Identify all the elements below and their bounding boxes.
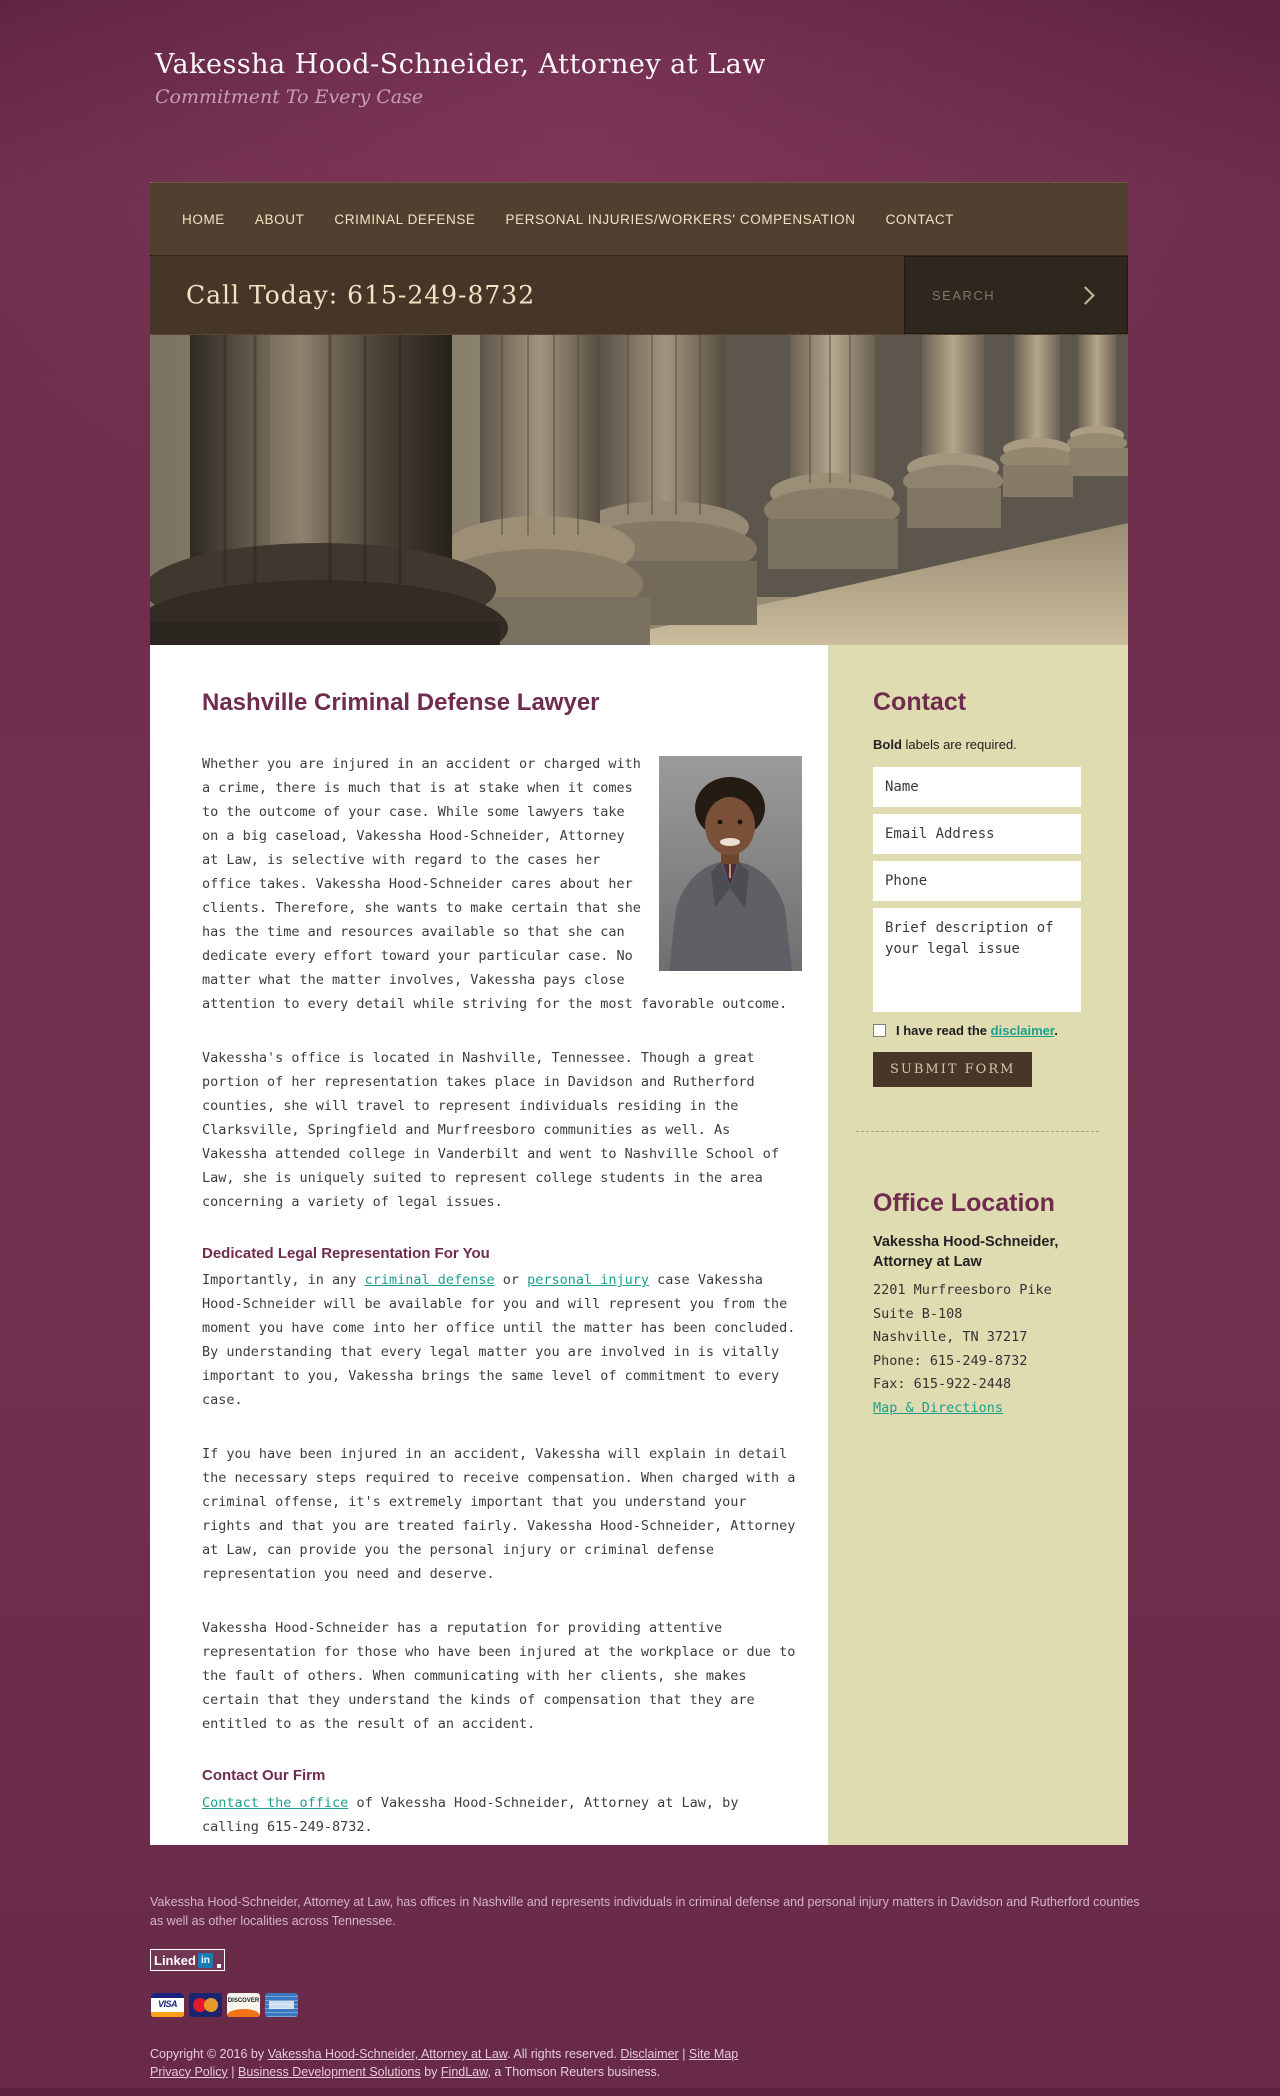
nav-item-personal-injuries[interactable]: PERSONAL INJURIES/WORKERS' COMPENSATION: [505, 211, 856, 227]
page-bottom-edge: [0, 2088, 1280, 2096]
site-header: [155, 48, 766, 109]
page-title: Nashville Criminal Defense Lawyer: [202, 689, 600, 716]
attorney-portrait-illustration: [659, 756, 802, 971]
office-address: [873, 1279, 1081, 1397]
contact-paragraph: Contact the office of Vakessha Hood-Schneider, Attorney at Law, by calling 615-249-8732.: [202, 1794, 739, 1835]
discover-card-icon: DISCOVER: [227, 1993, 260, 2017]
nav-item-about[interactable]: ABOUT: [254, 211, 305, 227]
disclaimer-checkbox[interactable]: [873, 1024, 886, 1037]
linkedin-icon[interactable]: Linked in: [150, 1949, 225, 1971]
name-field[interactable]: [873, 767, 1081, 807]
personal-injury-link[interactable]: personal injury: [527, 1272, 650, 1289]
findlaw-link[interactable]: FindLaw: [440, 2064, 488, 2079]
privacy-policy-link[interactable]: Privacy Policy: [150, 2064, 228, 2079]
call-bar: [150, 255, 1128, 335]
mastercard-card-icon: [189, 1993, 222, 2017]
hero-image-columns: [150, 335, 1128, 645]
copyright: Copyright © 2016 by Vakessha Hood-Schneider, Attorney at Law. All rights reserved. Disclaimer | Site Map Privacy Policy | Business Development Solutions by FindLaw, a Thomson Reuters business.: [150, 2047, 739, 2079]
call-today-text: Call Today: 615-249-8732: [186, 280, 536, 310]
nav-item-contact[interactable]: CONTACT: [885, 211, 955, 227]
contact-heading: Contact: [873, 688, 967, 716]
sidebar: [828, 645, 1128, 1845]
search-input[interactable]: [904, 287, 1079, 304]
office-location-heading: Office Location: [873, 1189, 1055, 1217]
disclaimer-checkbox-row: [873, 1023, 1081, 1039]
firm-name-link[interactable]: Vakessha Hood-Schneider, Attorney at Law: [267, 2047, 508, 2061]
sidebar-divider: [856, 1131, 1099, 1132]
phone-field[interactable]: [873, 861, 1081, 901]
subheading-contact-firm: Contact Our Firm: [202, 1767, 326, 1785]
amex-card-icon: [265, 1993, 298, 2017]
search-submit-chevron-icon[interactable]: [1076, 286, 1094, 304]
office-name: Vakessha Hood-Schneider, Attorney at Law: [873, 1234, 1059, 1270]
contact-office-link[interactable]: Contact the office: [202, 1794, 349, 1811]
disclaimer-label: I have read the disclaimer.: [896, 1023, 1058, 1038]
content-area: [150, 645, 1128, 1845]
legal-issue-field[interactable]: [873, 908, 1081, 1012]
payment-cards: [151, 1993, 298, 2017]
linkedin-dot: [217, 1964, 221, 1968]
subheading-dedicated: Dedicated Legal Representation For You: [202, 1244, 490, 1262]
nav-item-criminal-defense[interactable]: CRIMINAL DEFENSE: [334, 211, 476, 227]
main-nav: [150, 182, 1128, 255]
fax-line: Fax: 615-922-2448: [873, 1376, 1012, 1392]
phone-line: Phone: 615-249-8732: [873, 1352, 1028, 1369]
visa-card-icon: VISA: [151, 1993, 184, 2017]
main-content: [150, 645, 828, 1845]
address-line: 2201 Murfreesboro Pike: [873, 1282, 1052, 1298]
dedicated-paragraph: Importantly, in any criminal defense or personal injury case Vakessha Hood-Schneider will be available for you and will represent you from the moment you have come into her office until the matter has been concluded. By understanding that every legal matter you are involved in is vitally important to you, Vakessha brings the same level of commitment to every case.: [202, 1272, 796, 1409]
footer-description: Vakessha Hood-Schneider, Attorney at Law, has offices in Nashville and represents individuals in criminal defense and personal injury matters in Davidson and Rutherford counties as well as other localities across Tennessee.: [150, 1895, 1140, 1928]
site-title: Vakessha Hood-Schneider, Attorney at Law: [155, 49, 766, 80]
nav-item-home[interactable]: HOME: [182, 211, 225, 227]
required-note: Bold labels are required.: [873, 737, 1017, 752]
email-field[interactable]: [873, 814, 1081, 854]
injury-paragraph: If you have been injured in an accident, Vakessha will explain in detail the necessary steps required to receive compensation. When charged with a criminal offense, it's extremely important that you understand your rights and that you are treated fairly. Vakessha Hood-Schneider, Attorney at Law, can provide you the personal injury or criminal defense representation you need and deserve.: [202, 1446, 796, 1583]
disclaimer-link[interactable]: disclaimer: [990, 1023, 1055, 1038]
submit-form-button[interactable]: SUBMIT FORM: [873, 1052, 1032, 1087]
business-development-link[interactable]: Business Development Solutions: [238, 2064, 421, 2079]
search-box: [904, 256, 1128, 334]
criminal-defense-link[interactable]: criminal defense: [364, 1272, 495, 1289]
attorney-photo: [659, 756, 802, 971]
columns-illustration: [150, 335, 1128, 645]
address-line: Suite B-108: [873, 1305, 963, 1322]
intro-text: Whether you are injured in an accident or charged with a crime, there is much that is at stake when it comes to the outcome of your case. While some lawyers take on a big caseload, Vakessha Hood-Schneider, Attorney at Law, is selective with regard to the cases her office takes. Vakessha Hood-Schneider cares about her clients. Therefore, she wants to make certain that she has the time and resources available so that she can dedicate every effort toward your particular case. No matter what the matter involves, Vakessha pays close attention to every detail while striving for the most favorable outcome.: [202, 755, 788, 1012]
reputation-paragraph: Vakessha Hood-Schneider has a reputation for providing attentive representation for those who have been injured at the workplace or due to the fault of others. When communicating with her clients, she makes certain that they understand the kinds of compensation that they are entitled to as the result of an accident.: [202, 1620, 796, 1733]
office-paragraph: Vakessha's office is located in Nashville, Tennessee. Though a great portion of her representation takes place in Davidson and Rutherford counties, she will travel to represent individuals residing in the Clarksville, Springfield and Murfreesboro communities as well. As Vakessha attended college in Vanderbilt and went to Nashville School of Law, she is uniquely suited to represent college students in the area concerning a variety of legal issues.: [202, 1049, 780, 1210]
address-line: Nashville, TN 37217: [873, 1329, 1028, 1345]
map-directions-link[interactable]: Map & Directions: [873, 1399, 1004, 1416]
site-tagline: Commitment To Every Case: [155, 85, 424, 108]
disclaimer-footer-link[interactable]: Disclaimer: [620, 2047, 679, 2061]
site-map-link[interactable]: Site Map: [688, 2047, 739, 2061]
intro-paragraph: [202, 752, 802, 1016]
